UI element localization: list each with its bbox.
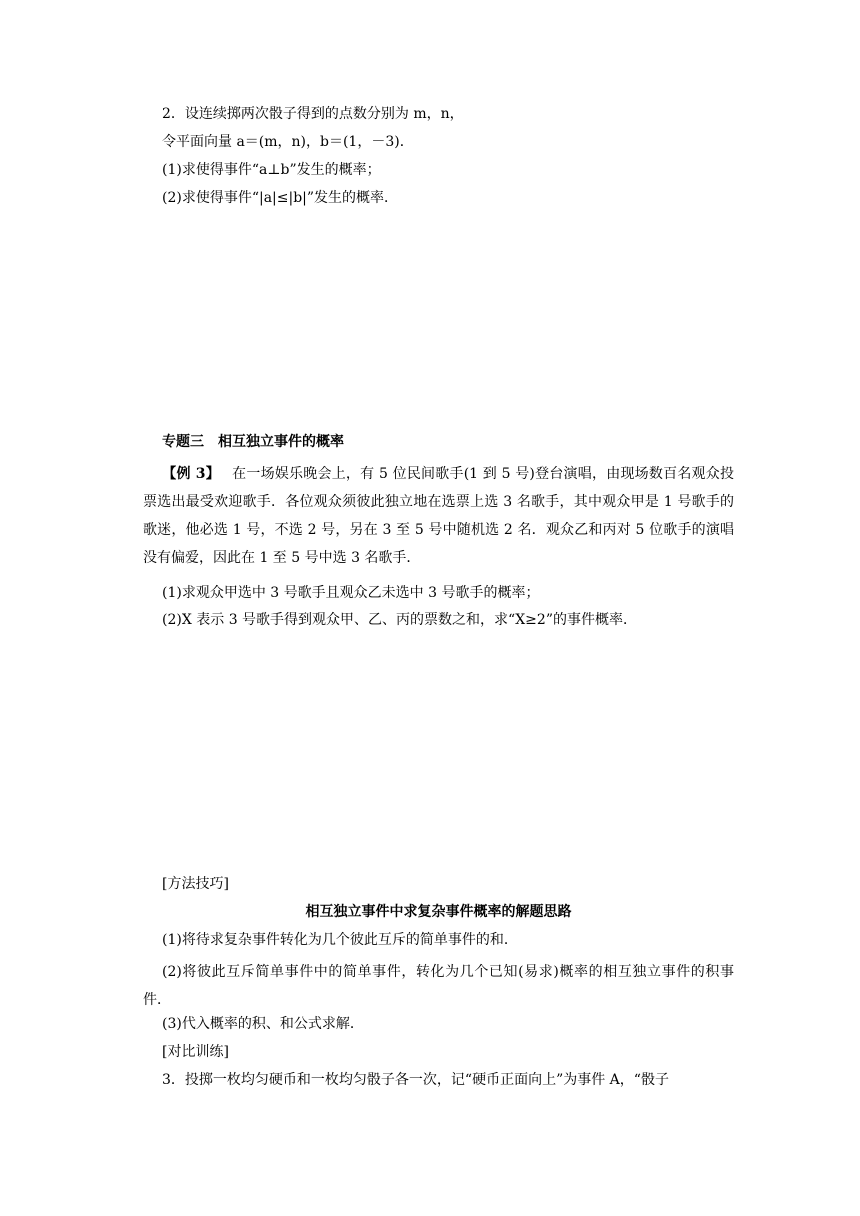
- method-step3: (3)代入概率的积、和公式求解．: [162, 1016, 364, 1032]
- topic3-title: 专题三 相互独立事件的概率: [162, 434, 344, 450]
- method-step2: (2)将彼此互斥简单事件中的简单事件，转化为几个已知(易求)概率的相互独立事件的积事件．: [143, 964, 734, 1008]
- example3-text: 在一场娱乐晚会上，有 5 位民间歌手(1 到 5 号)登台演唱，由现场数百名观众投票选出最受欢迎歌手．各位观众须彼此独立地在选票上选 3 名歌手，其中观众甲是 1 号歌手的歌迷，他必选 1 号，不选 2 号，另在 3 至 5 号中随机选 2 名．观众乙和丙对 5 位歌手的演唱没有偏爱，因此在 1 至 5 号中选 3 名歌手．: [143, 466, 734, 566]
- example3-label: 【例 3】: [162, 466, 220, 482]
- problem2-question2: (2)求使得事件“|a|≤|b|”发生的概率．: [162, 190, 399, 206]
- problem2-line2: 令平面向量 a＝(m，n)，b＝(1，－3)．: [162, 134, 414, 150]
- practice-label: [对比训练]: [162, 1044, 229, 1060]
- example3-question2: (2)X 表示 3 号歌手得到观众甲、乙、丙的票数之和，求“X≥2”的事件概率．: [162, 612, 637, 628]
- method-label: [方法技巧]: [162, 876, 229, 892]
- method-step1: (1)将待求复杂事件转化为几个彼此互斥的简单事件的和．: [162, 932, 518, 948]
- example3-paragraph: [143, 460, 734, 572]
- example3-question1: (1)求观众甲选中 3 号歌手且观众乙未选中 3 号歌手的概率；: [162, 585, 540, 601]
- problem2-line1: 2．设连续掷两次骰子得到的点数分别为 m，n，: [162, 106, 464, 122]
- problem2-question1: (1)求使得事件“a⊥b”发生的概率；: [162, 162, 381, 178]
- method-heading: 相互独立事件中求复杂事件概率的解题思路: [305, 904, 572, 920]
- practice-problem3-line1: 3．投掷一枚均匀硬币和一枚均匀骰子各一次，记“硬币正面向上”为事件 A，“骰子: [162, 1072, 669, 1088]
